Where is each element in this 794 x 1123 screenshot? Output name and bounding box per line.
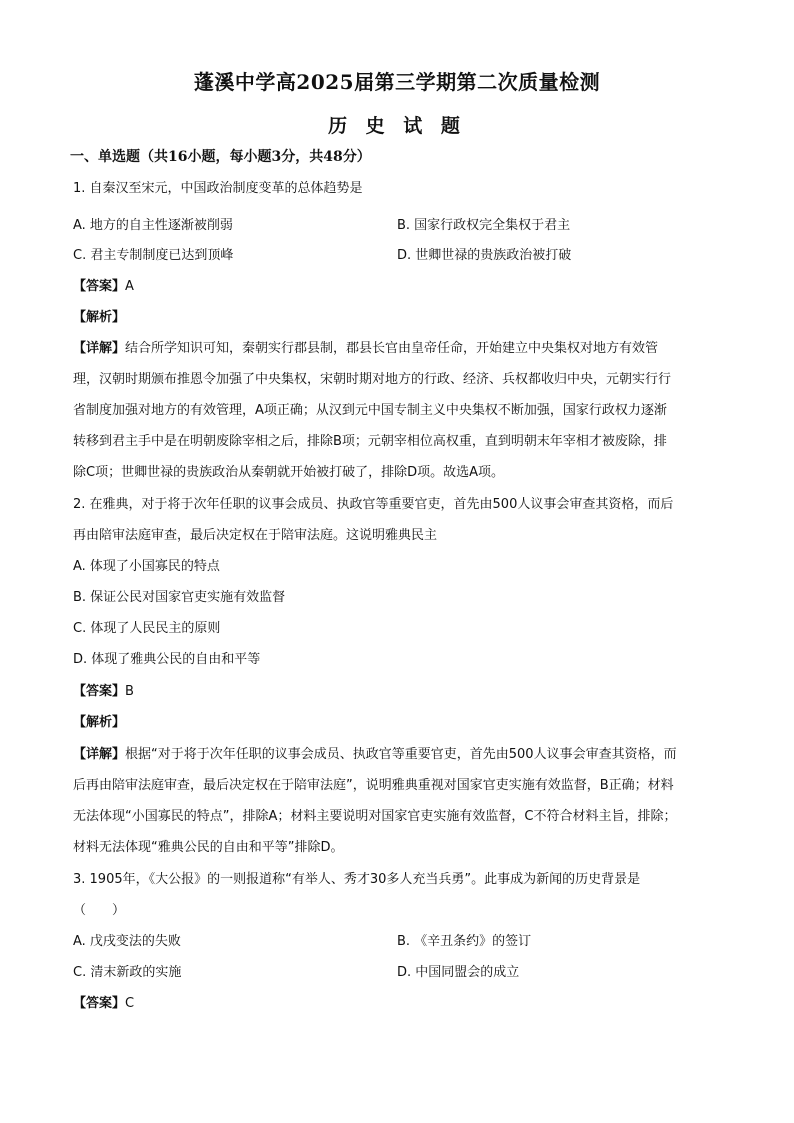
q1-stem: 1. 自秦汉至宋元，中国政治制度变革的总体趋势是 [73, 181, 363, 196]
q2-detail-line: 材料无法体现“雅典公民的自由和平等”排除D。 [73, 840, 344, 855]
q3-option-c: C. 清末新政的实施 [73, 965, 182, 980]
q1-detail-line: 转移到君主手中是在明朝废除宰相之后，排除B项；元朝宰相位高权重，直到明朝末年宰相才被废除，排 [73, 434, 667, 449]
q2-detail-line [73, 746, 677, 764]
detail-text: 结合所学知识可知，秦朝实行郡县制，郡县长官由皇帝任命，开始建立中央集权对地方有效管 [125, 341, 659, 356]
q2-stem: 2. 在雅典，对于将于次年任职的议事会成员、执政官等重要官吏，首先由500人议事会审查其资格，而后 [73, 497, 674, 512]
q2-option-a: A. 体现了小国寡民的特点 [73, 559, 220, 574]
q2-option-b: B. 保证公民对国家官吏实施有效监督 [73, 590, 286, 605]
q2-answer [73, 683, 134, 701]
answer-value: C [125, 996, 135, 1011]
detail-tag: 【详解】 [73, 747, 126, 762]
q2-option-d: D. 体现了雅典公民的自由和平等 [73, 652, 261, 667]
q2-option-c: C. 体现了人民民主的原则 [73, 621, 221, 636]
q3-option-b: B. 《辛丑条约》的签订 [397, 934, 532, 949]
q3-option-a: A. 戊戌变法的失败 [73, 934, 181, 949]
detail-text: 根据“对于将于次年任职的议事会成员、执政官等重要官吏，首先由500人议事会审查其资格，而 [125, 747, 677, 762]
q3-stem: （ ） [73, 903, 126, 918]
q1-option-a: A. 地方的自主性逐渐被削弱 [73, 218, 233, 233]
section-heading: 一、单选题（共16小题，每小题3分，共48分） [70, 149, 371, 165]
q1-option-d: D. 世卿世禄的贵族政治被打破 [397, 248, 572, 263]
analysis-tag: 【解析】 [73, 715, 126, 730]
q2-analysis-tag [73, 714, 125, 732]
q1-option-c: C. 君主专制制度已达到顶峰 [73, 248, 234, 263]
q1-analysis-tag [73, 309, 125, 327]
exam-subtitle: 历 史 试 题 [328, 115, 466, 137]
q3-stem: 3. 1905年，《大公报》的一则报道称“有举人、秀才30多人充当兵勇”。此事成为新闻的历史背景是 [73, 872, 641, 887]
q1-detail-line [73, 340, 658, 358]
q2-detail-line: 无法体现“小国寡民的特点”，排除A；材料主要说明对国家官吏实施有效监督，C不符合材料主旨，排除； [73, 809, 677, 824]
q3-option-d: D. 中国同盟会的成立 [397, 965, 520, 980]
q3-answer [73, 995, 134, 1013]
answer-value: A [125, 279, 134, 294]
q1-option-b: B. 国家行政权完全集权于君主 [397, 218, 571, 233]
answer-tag: 【答案】 [73, 684, 126, 699]
q1-detail-line: 省制度加强对地方的有效管理，A项正确；从汉到元中国专制主义中央集权不断加强，国家行政权力逐渐 [73, 403, 667, 418]
analysis-tag: 【解析】 [73, 310, 126, 325]
answer-value: B [125, 684, 134, 699]
q1-detail-line: 理，汉朝时期颁布推恩令加强了中央集权，宋朝时期对地方的行政、经济、兵权都收归中央，元朝实行行 [73, 372, 672, 387]
answer-tag: 【答案】 [73, 996, 126, 1011]
q1-detail-line: 除C项；世卿世禄的贵族政治从秦朝就开始被打破了，排除D项。故选A项。 [73, 465, 504, 480]
exam-title: 蓬溪中学高2025届第三学期第二次质量检测 [193, 70, 601, 94]
answer-tag: 【答案】 [73, 279, 126, 294]
q1-answer [73, 278, 134, 296]
q2-detail-line: 后再由陪审法庭审查，最后决定权在于陪审法庭”，说明雅典重视对国家官吏实施有效监督，B正确；材料 [73, 778, 674, 793]
detail-tag: 【详解】 [73, 341, 126, 356]
q2-stem: 再由陪审法庭审查，最后决定权在于陪审法庭。这说明雅典民主 [73, 528, 438, 543]
